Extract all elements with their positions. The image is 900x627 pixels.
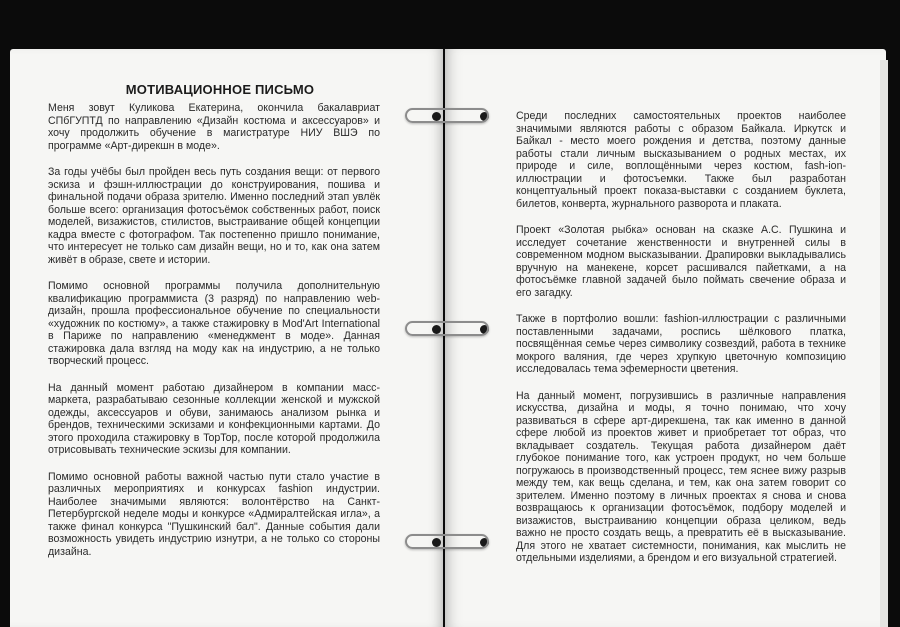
right-column [516,110,846,579]
paragraph: Проект «Золотая рыбка» основан на сказке А.С. Пушкина и исследует сочетание женственности и внутренней силы в современном модном высказывании. Драпировки выкладывались вручную на манекене, корсет расшивался пайетками, а на фотосъёмке главной задачей было поймать свечение образа и его загадку. [516,224,846,299]
binder-ring-bottom [405,534,489,549]
page-stack-edge [880,60,888,627]
paragraph: Также в портфолио вошли: fashion-иллюстрации с различными поставленными задачами, роспись шёлкового платка, посвящённая семье через символику созвездий, работа в технике мокрого валяния, где через хрупкую цветочную композицию исследовалась тема эфемерности цветения. [516,313,846,375]
paragraph: Помимо основной работы важной частью пути стало участие в различных мероприятиях и конкурсах fashion индустрии. Наиболее значимыми являются: волонтёрство на Санкт-Петербургской неделе моды и конкурсе «Адмиралтейская игла», а также финал конкурса "Пушкинский бал". Данные события дали возможность увидеть индустрию изнутри, а не только со стороны дизайна. [48,470,380,558]
left-column [48,102,380,572]
binder-ring-middle [405,321,489,336]
paragraph: За годы учёбы был пройден весь путь создания вещи: от первого эскиза и фэшн-иллюстрации до конструирования, пошива и финальной подачи образа зрителю. Именно последний этап увлёк больше всего: организация фотосъёмок собственных работ, поиск моделей, визажистов, стилистов, выстраивание общей концепции кадра вместе с фотографом. Так постепенно пришло понимание, что интересует не только сам дизайн вещи, но и то, как она затем живёт в образе, свете и истории. [48,166,380,266]
paragraph: Меня зовут Куликова Екатерина, окончила бакалавриат СПбГУПТД по направлению «Дизайн костюма и аксессуаров» и хочу продолжить обучение в магистратуре НИУ ВШЭ по программе «Арт-дирекшн в моде». [48,102,380,152]
paragraph: На данный момент, погрузившись в различные направления искусства, дизайна и моды, я точно понимаю, что хочу развиваться в сфере арт-дирекшена, так как именно в данной сфере любой из проектов живет и приобретает тот образ, что вкладывает создатель. Текущая работа дизайнером даёт глубокое понимание того, как устроен продукт, но чем больше погружаюсь в производственный процесс, тем яснее вижу разрыв между тем, как вещь сделана, и тем, как она затем говорит со зрителем. Именно поэтому в личных проектах я снова и снова возвращаюсь к организации фотосъёмок, подбору моделей и визажистов, выстраиванию концепции образа целиком, ведь важно не просто создать вещь, а превратить её в высказывание. Для этого не хватает системности, понимания, как мыслить не отдельными изделиями, а брендом и его визуальной стратегией. [516,389,846,564]
paragraph: Среди последних самостоятельных проектов наиболее значимыми являются работы с образом Байкала. Иркутск и Байкал - место моего рождения и детства, поэтому данные работы стали личным высказыванием о родных местах, их природе и силе, воплощёнными через костюм, fash-ion-иллюстрации и фотосъемки. Также был разработан концептуальный проект показа-выставки с созданием буклета, билетов, конверта, журнального разворота и плаката. [516,110,846,210]
letter-title: МОТИВАЦИОННОЕ ПИСЬМО [125,82,315,97]
binder-ring-top [405,108,489,123]
paragraph: На данный момент работаю дизайнером в компании масс-маркета, разрабатываю сезонные коллекции женской и мужской одежды, аксессуаров и обуви, занимаюсь анализом рынка и брендов, техническими эскизами и конфекционными картами. До этого проходила стажировку в TopTop, после которой продолжила отрисовывать технические эскизы для компании. [48,381,380,456]
paragraph: Помимо основной программы получила дополнительную квалификацию программиста (3 разряд) по направлению web-дизайн, прошла профессиональное обучение по специальности «художник по костюму», а также стажировку в Mod'Art International в Париже по направлению «менеджмент в моде». Данная стажировка дала взгляд на моду как на индустрию, а не только творческий процесс. [48,280,380,367]
